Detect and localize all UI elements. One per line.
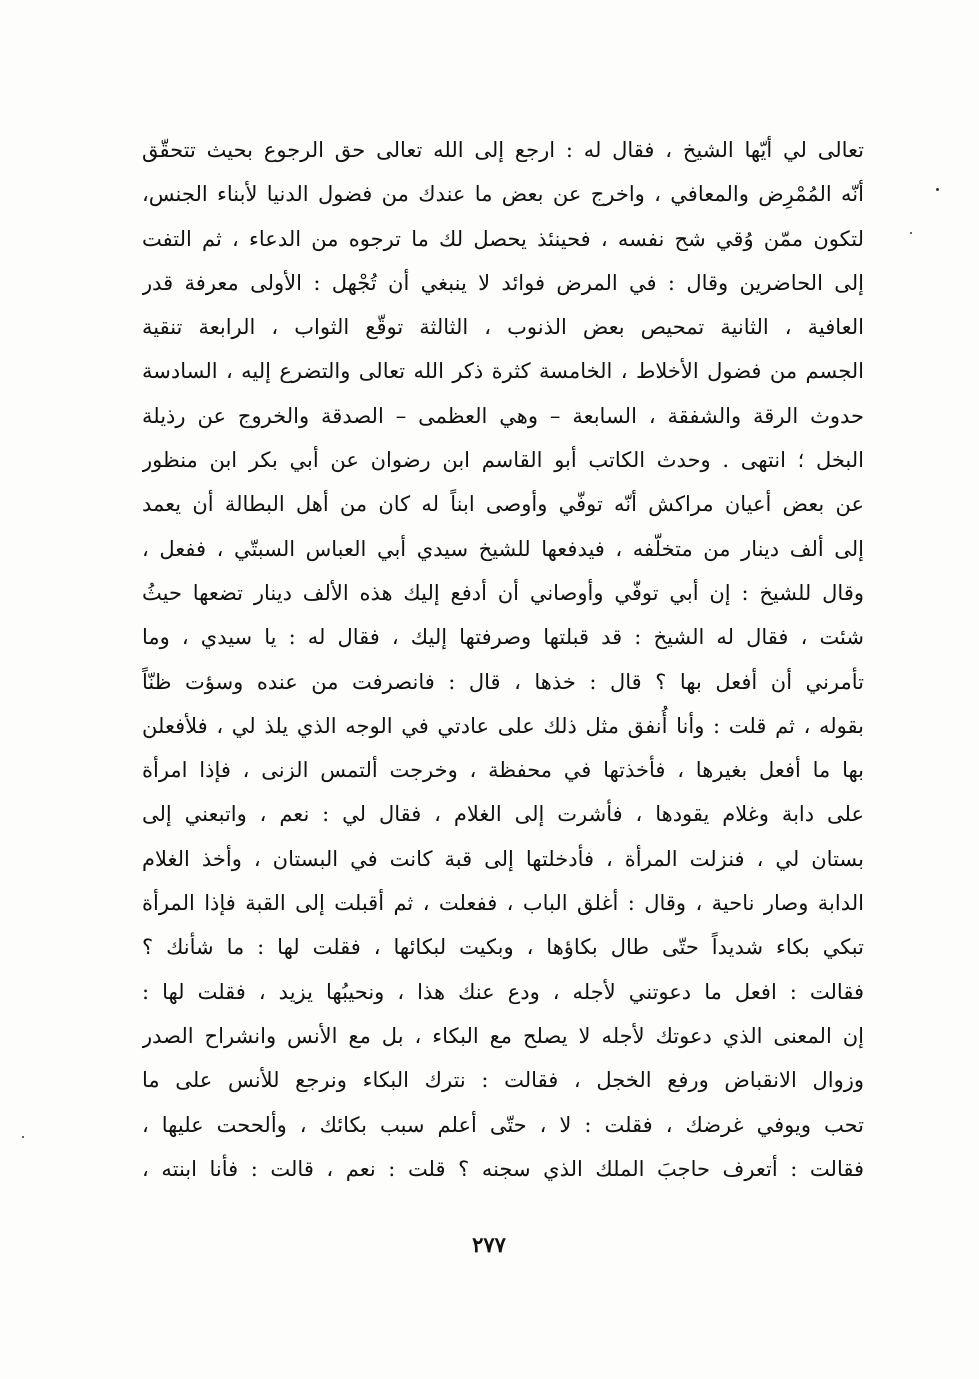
text-line-8: البخل ؛ انتهى . وحدث الكاتب أبو القاسم ابن رضوان عن أبي بكر ابن منظور bbox=[142, 448, 864, 473]
text-line-1: تعالى لي أيّها الشيخ ، فقال له : ارجع إلى الله تعالى حق الرجوع بحيث تتحقّق bbox=[142, 138, 864, 162]
text-line-18: الدابة وصار ناحية ، وقال : أغلق الباب ، ففعلت ، ثم أقبلت إلى القبة فإذا المرأة bbox=[142, 891, 864, 916]
scan-speck bbox=[936, 188, 939, 191]
text-line-21: إن المعنى الذي دعوتك لأجله لا يصلح مع البكاء ، بل مع الأنس وانشراح الصدر bbox=[142, 1023, 864, 1048]
text-line-6: الجسم من فضول الأخلاط ، الخامسة كثرة ذكر الله تعالى والتضرع إليه ، السادسة bbox=[142, 359, 864, 384]
page-number: ٢٧٧ bbox=[472, 1232, 506, 1257]
text-line-2: أنّه المُمْرِض والمعافي ، واخرج عن بعض ما عندك من فضول الدنيا لأبناء الجنس، bbox=[142, 182, 864, 207]
body-text bbox=[142, 128, 864, 1191]
text-line-16: على دابة وغلام يقودها ، فأشرت إلى الغلام ، فقال لي : نعم ، واتبعني إلى bbox=[142, 802, 864, 827]
text-line-23: تحب ويوفي غرضك ، فقلت : لا ، حتّى أعلم سبب بكائك ، وألححت عليها ، bbox=[142, 1112, 864, 1137]
text-line-4: إلى الحاضرين وقال : في المرض فوائد لا ينبغي أن تُجْهل : الأولى معرفة قدر bbox=[142, 270, 864, 295]
text-line-15: بها ما أفعل بغيرها ، فأخذتها في محفظة ، وخرجت ألتمس الزنى ، فإذا امرأة bbox=[142, 758, 864, 783]
text-line-5: العافية ، الثانية تمحيص بعض الذنوب ، الثالثة توقّع الثواب ، الرابعة تنقية bbox=[142, 315, 864, 340]
text-line-13: تأمرني أن أفعل بها ؟ قال : خذها ، قال : فانصرفت من عنده وسؤت ظنّاً bbox=[142, 669, 864, 694]
text-line-7: حدوث الرقة والشفقة ، السابعة – وهي العظمى – الصدقة والخروج عن رذيلة bbox=[142, 403, 864, 428]
text-line-9: عن بعض أعيان مراكش أنّه توفّي وأوصى ابناً له كان من أهل البطالة أن يعمد bbox=[142, 492, 864, 517]
text-line-12: شئت ، فقال له الشيخ : قد قبلتها وصرفتها إليك ، فقال له : يا سيدي ، وما bbox=[142, 625, 864, 650]
text-line-14: بقوله ، ثم قلت : وأنا أُنفق مثل ذلك على عادتي في الوجه الذي يلذ لي ، فلأفعلن bbox=[142, 713, 864, 738]
text-line-17: بستان لي ، فنزلت المرأة ، فأدخلتها إلى قبة كانت في البستان ، وأخذ الغلام bbox=[142, 846, 864, 871]
text-line-11: وقال للشيخ : إن أبي توفّي وأوصاني أن أدفع إليك هذه الألف دينار تضعها حيثُ bbox=[142, 580, 864, 605]
text-line-10: إلى ألف دينار من متخلّفه ، فيدفعها للشيخ سيدي أبي العباس السبتّي ، ففعل ، bbox=[142, 536, 864, 561]
text-line-22: وزوال الانقباض ورفع الخجل ، فقالت : نترك البكاء ونرجع للأنس على ما bbox=[142, 1068, 864, 1093]
scan-speck bbox=[910, 232, 912, 234]
text-line-19: تبكي بكاء شديداً حتّى طال بكاؤها ، وبكيت لبكائها ، فقلت لها : ما شأنك ؟ bbox=[142, 935, 864, 960]
text-line-24: فقالت : أتعرف حاجبَ الملك الذي سجنه ؟ قلت : نعم ، قالت : فأنا ابنته ، bbox=[142, 1156, 864, 1181]
text-line-3: لتكون ممّن وُقي شح نفسه ، فحينئذ يحصل لك ما ترجوه من الدعاء ، ثم التفت bbox=[142, 226, 864, 251]
text-line-20: فقالت : افعل ما دعوتني لأجله ، ودع عنك هذا ، ونحيبُها يزيد ، فقلت لها : bbox=[142, 979, 864, 1004]
scan-speck bbox=[22, 1136, 24, 1138]
